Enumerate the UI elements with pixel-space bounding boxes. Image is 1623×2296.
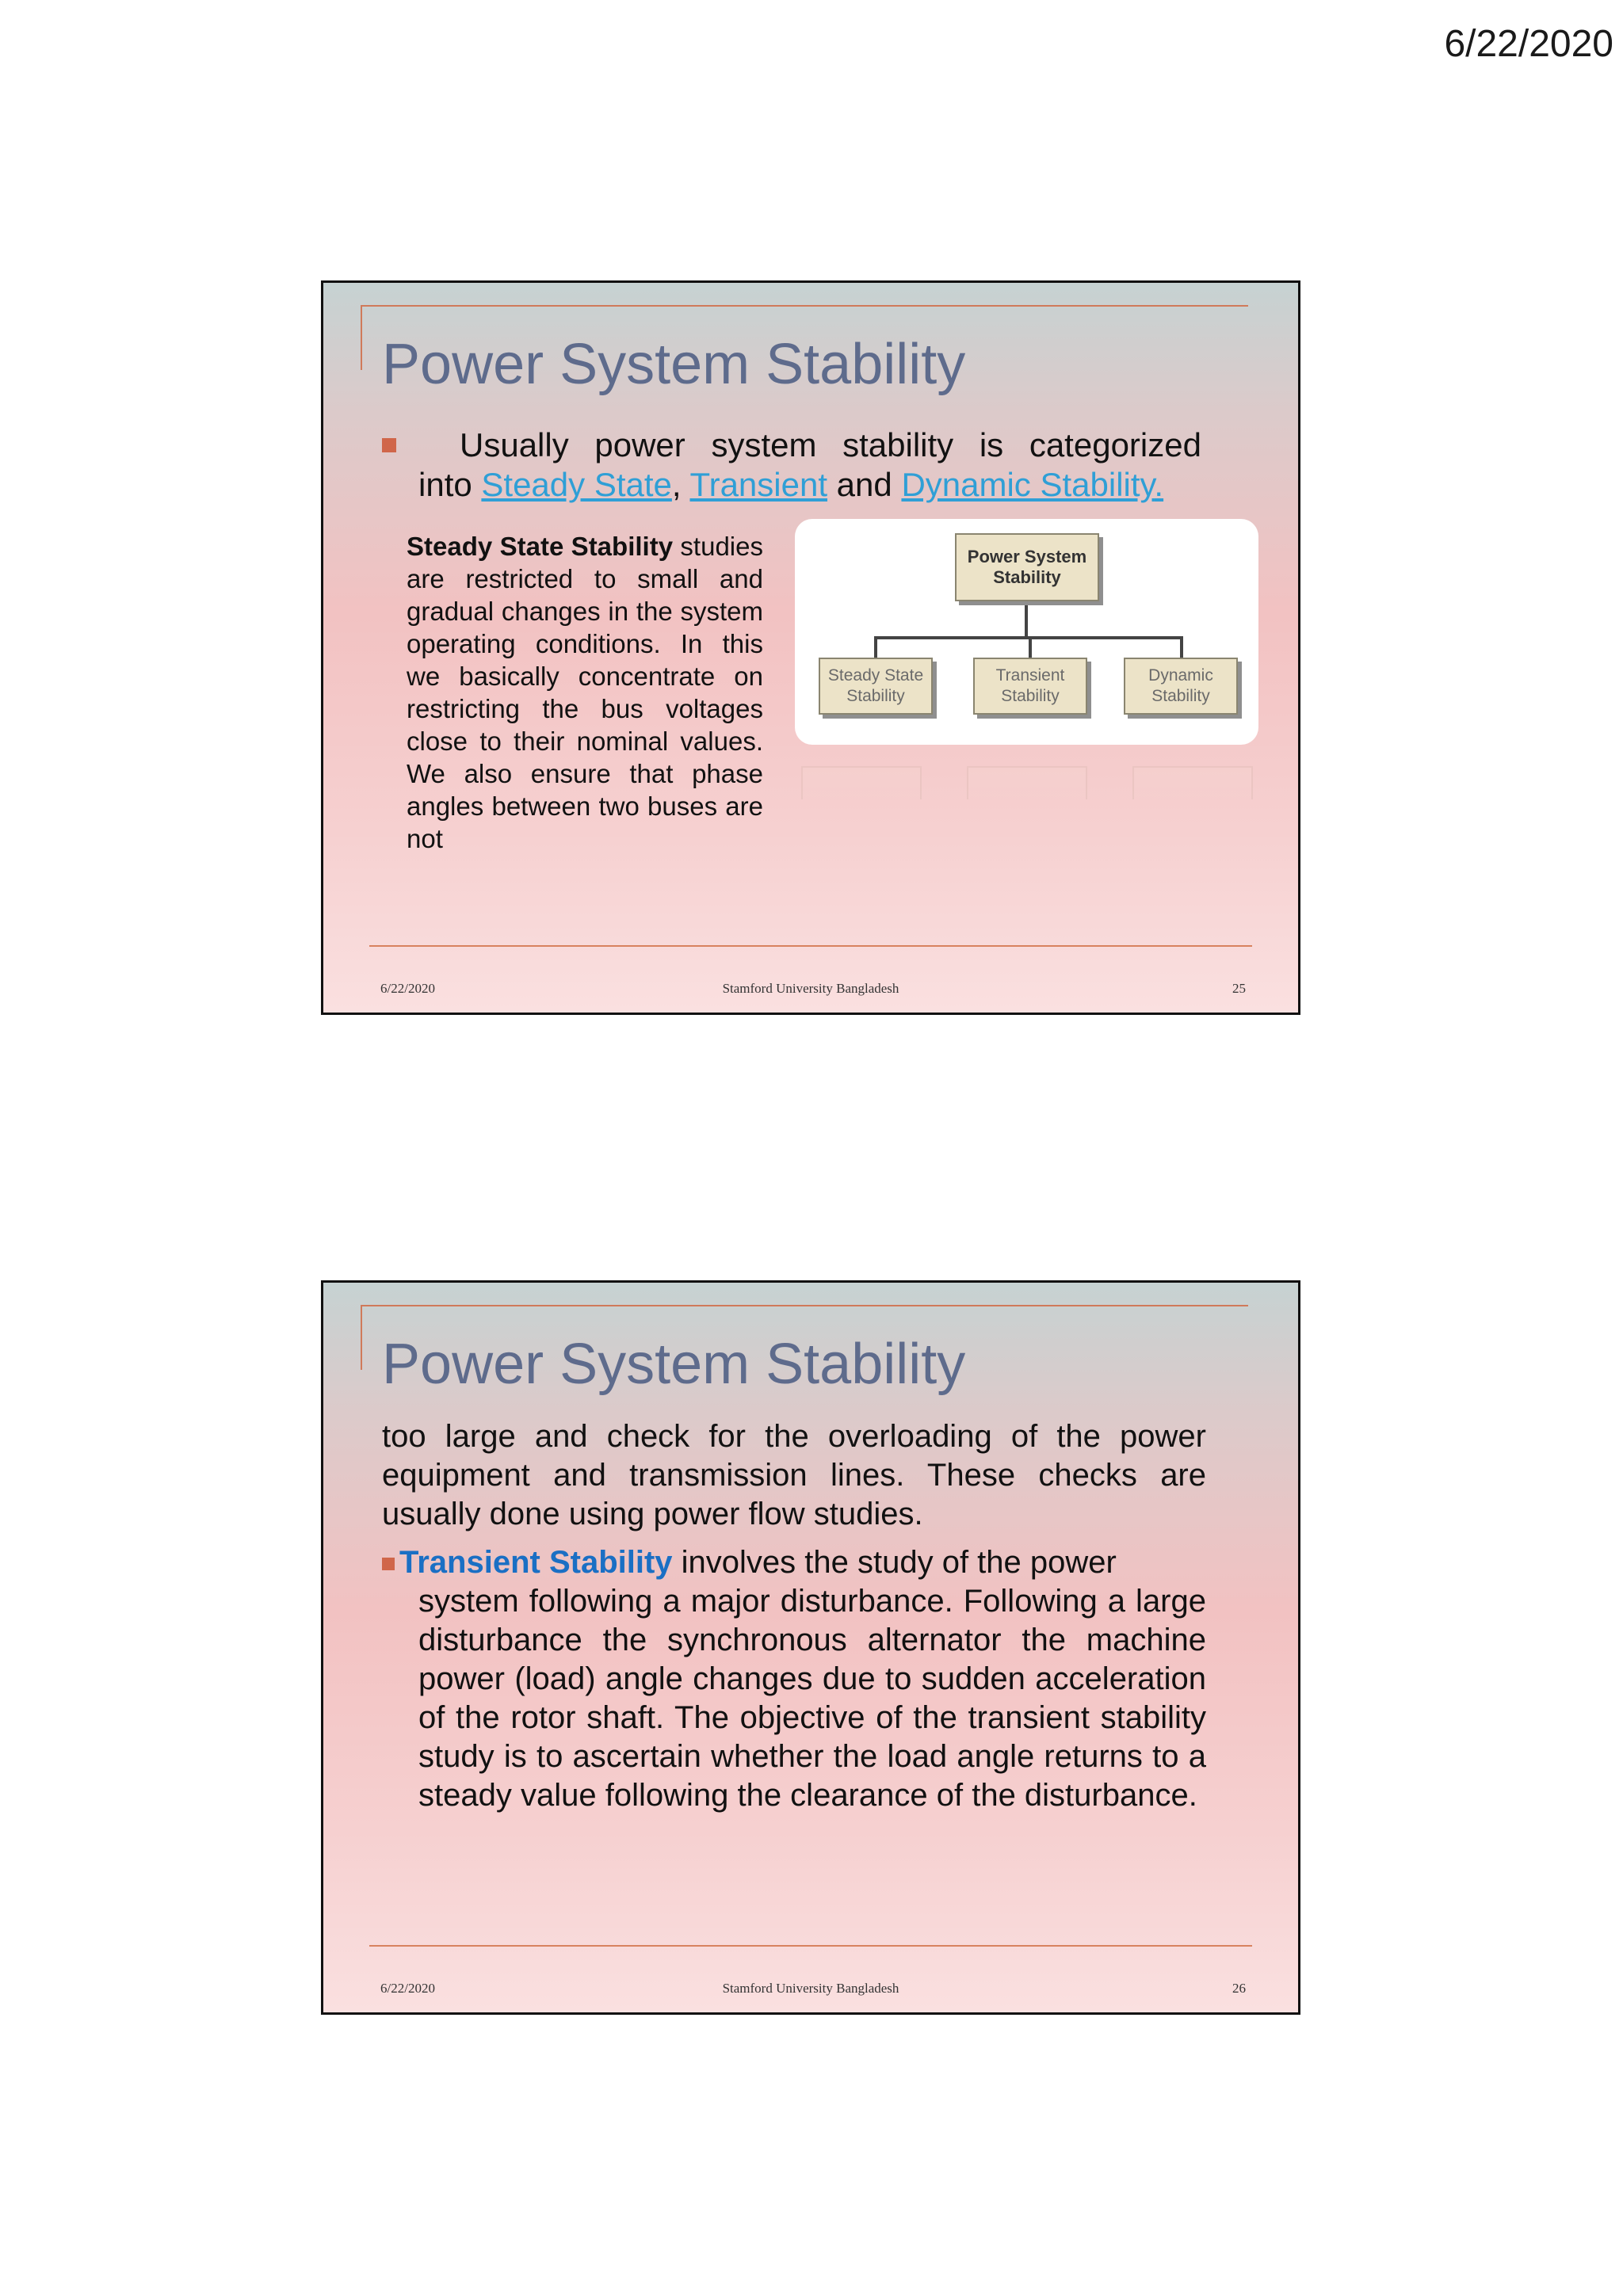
period-text: . — [1154, 466, 1164, 503]
page-date: 6/22/2020 — [1444, 23, 1613, 65]
diagram-node-dynamic: Dynamic Stability — [1124, 658, 1238, 715]
steady-state-paragraph — [407, 530, 763, 855]
diagram-root-node: Power System Stability — [955, 533, 1099, 601]
word: stability — [842, 426, 954, 463]
comma-text: , — [671, 466, 690, 503]
title-frame-left — [361, 305, 362, 370]
transient-stability-term: Transient Stability — [399, 1545, 673, 1580]
into-text: into — [418, 466, 482, 503]
paragraph-text: studies are restricted to small and gradual changes in the system operating conditions. In this we basically concentrate on restricting the bus voltages close to their nominal values. We also ensure that phase angles between two buses are not — [407, 532, 763, 853]
steady-state-link[interactable]: Steady State — [481, 466, 672, 503]
reflection-box — [967, 766, 1087, 799]
bullet-lead-line — [382, 1543, 1206, 1582]
footer-date: 6/22/2020 — [380, 981, 435, 996]
word: Usually — [460, 426, 569, 463]
bullet-body: system following a major disturbance. Following a large disturbance the synchronous alternator the machine power (load) angle changes due to sudden acceleration of the rotor shaft. The objective of the transient stability study is to ascertain whether the load angle returns to a steady value following the clearance of the disturbance. — [418, 1584, 1206, 1813]
and-text: and — [827, 466, 902, 503]
reflection-box — [801, 766, 922, 799]
slide-title: Power System Stability — [382, 333, 966, 396]
slide-26 — [321, 1280, 1300, 2015]
footer-organization: Stamford University Bangladesh — [722, 981, 899, 996]
connector-middle — [1029, 636, 1032, 658]
steady-state-term: Steady State Stability — [407, 532, 674, 561]
connector-right — [1180, 636, 1183, 658]
reflection-box — [1132, 766, 1253, 799]
connector-left — [874, 636, 877, 658]
title-frame-top — [361, 1305, 1248, 1306]
diagram-node-transient: Transient Stability — [973, 658, 1087, 715]
slide-title: Power System Stability — [382, 1333, 966, 1396]
word: power — [594, 426, 685, 463]
transient-stability-bullet — [382, 1543, 1206, 1815]
footer-page-number: 26 — [1232, 1981, 1246, 1996]
word: is — [979, 426, 1004, 463]
square-bullet-icon — [382, 1558, 395, 1570]
footer-rule — [369, 1945, 1252, 1947]
transient-link[interactable]: Transient — [689, 466, 828, 503]
footer-page-number: 25 — [1232, 981, 1246, 996]
intro-bullet — [382, 425, 1201, 505]
bullet-lead-text: involves the study of the power — [672, 1545, 1117, 1580]
diagram-reflection — [801, 766, 1253, 806]
stability-diagram — [795, 519, 1258, 745]
connector-trunk — [1025, 598, 1028, 638]
diagram-node-steady-state: Steady State Stability — [819, 658, 933, 715]
word: categorized — [1029, 426, 1201, 463]
word: system — [711, 426, 817, 463]
square-bullet-icon — [382, 438, 396, 452]
footer-rule — [369, 945, 1252, 947]
continuation-paragraph: too large and check for the overloading of the power equipment and transmission lines. These checks are usually done using power flow studies. — [382, 1419, 1206, 1531]
bullet-line-1 — [460, 425, 1201, 465]
footer-organization: Stamford University Bangladesh — [722, 1981, 899, 1996]
title-frame-top — [361, 305, 1248, 307]
slide-25 — [321, 280, 1300, 1015]
dynamic-stability-link[interactable]: Dynamic Stability — [901, 466, 1155, 503]
title-frame-left — [361, 1305, 362, 1370]
slide-body — [382, 1417, 1206, 1815]
footer-date: 6/22/2020 — [380, 1981, 435, 1996]
bullet-line-2 — [418, 465, 1201, 505]
